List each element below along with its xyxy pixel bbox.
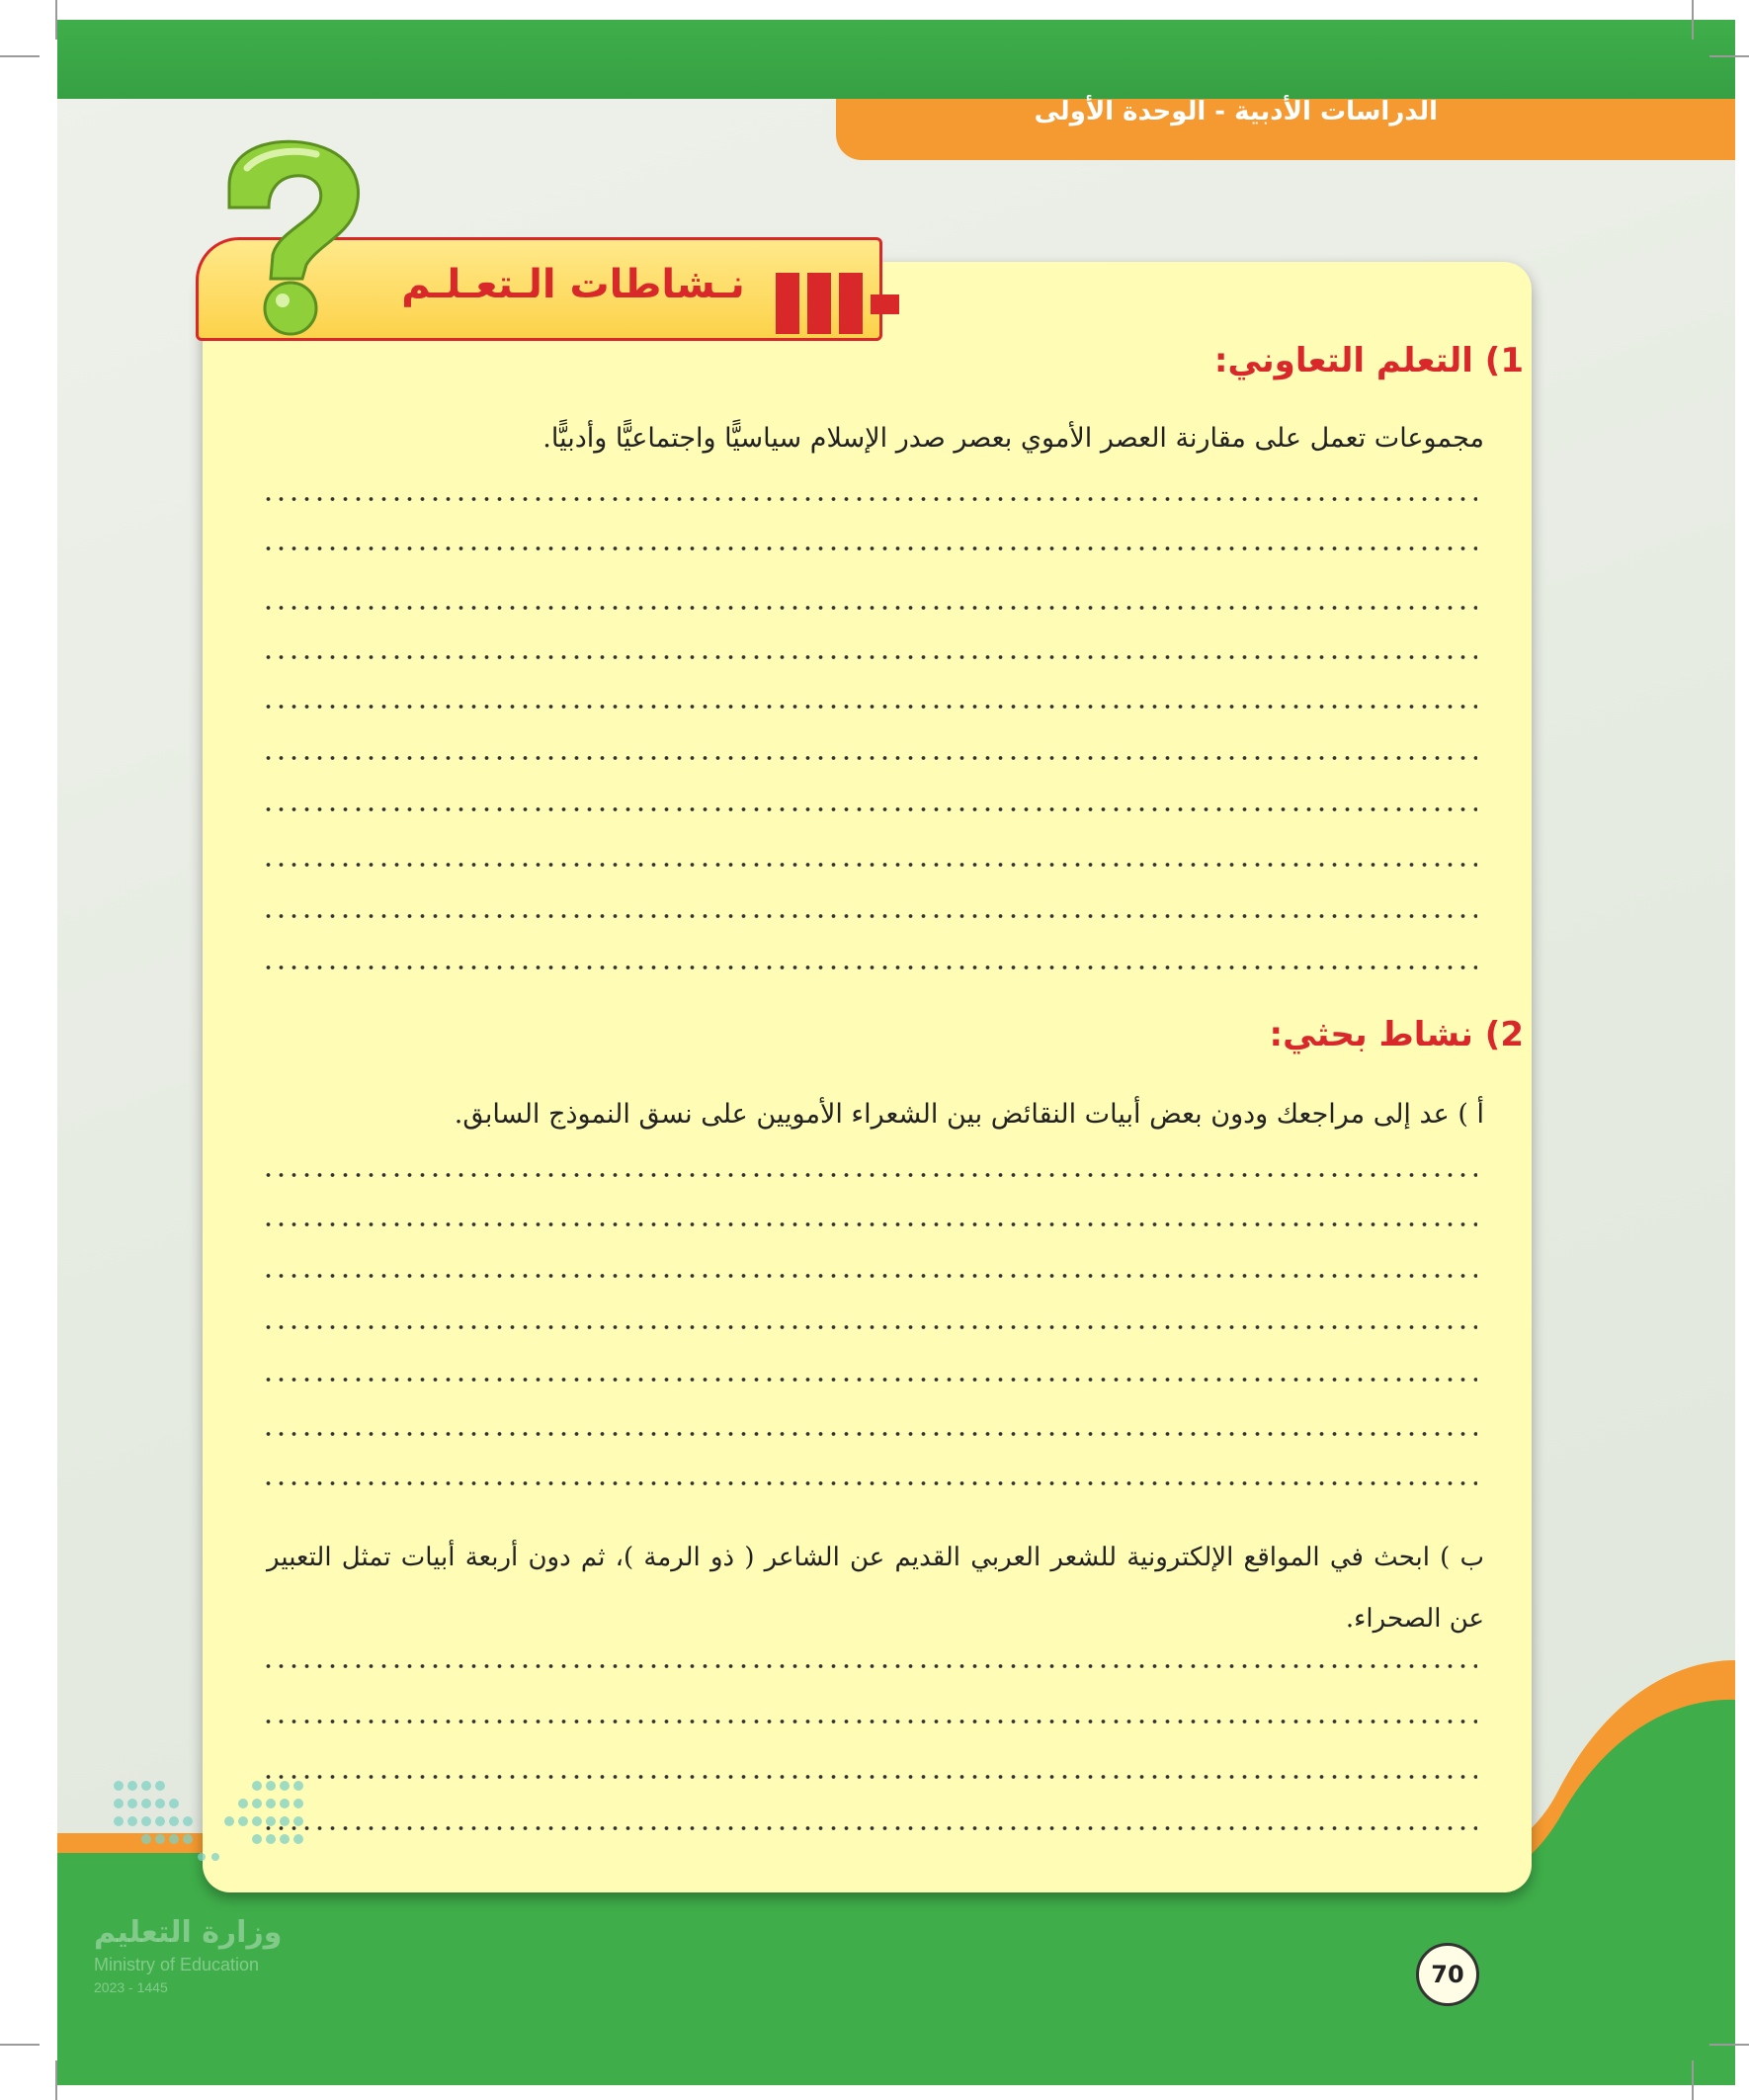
crop-mark [1692, 0, 1694, 40]
ministry-name-english: Ministry of Education [94, 1955, 260, 1974]
crop-mark [1692, 2060, 1694, 2100]
answer-line[interactable] [262, 966, 1477, 969]
answer-line[interactable] [262, 1173, 1477, 1177]
answer-line[interactable] [262, 1325, 1477, 1329]
crop-mark [0, 2044, 40, 2046]
answer-line[interactable] [262, 1720, 1477, 1723]
answer-line[interactable] [262, 1775, 1477, 1779]
answer-line[interactable] [262, 1664, 1477, 1668]
answer-line[interactable] [262, 1378, 1477, 1382]
answer-line[interactable] [262, 1826, 1477, 1830]
banner-title: نـشاطات الـتعـلـم [401, 262, 745, 307]
ministry-logo-icon [109, 1774, 316, 1897]
answer-line[interactable] [262, 1481, 1477, 1485]
answer-line[interactable] [262, 863, 1477, 867]
crop-mark [1709, 55, 1749, 57]
crop-mark [1709, 2044, 1749, 2046]
crop-mark [55, 2060, 57, 2100]
crop-mark [0, 55, 40, 57]
question-mark-icon [208, 138, 375, 341]
answer-line[interactable] [262, 705, 1477, 709]
answer-line[interactable] [262, 546, 1477, 550]
answer-line[interactable] [262, 606, 1477, 610]
answer-line[interactable] [262, 497, 1477, 501]
page-number: 70 [1416, 1943, 1479, 2006]
top-band [57, 20, 1735, 99]
answer-line[interactable] [262, 655, 1477, 659]
answer-line[interactable] [262, 807, 1477, 811]
ministry-name-arabic: وزارة التعليم [94, 1915, 283, 1950]
section-heading: 2) نشاط بحثي: [1269, 1015, 1524, 1054]
section2-item-b: ب ) ابحث في المواقع الإلكترونية للشعر العربي القديم عن الشاعر ( ذو الرمة )، ثم دون أربعة أبيات تمثل التعبير عن الصحراء. [267, 1543, 1484, 1634]
crop-mark [55, 0, 57, 40]
answer-line[interactable] [262, 756, 1477, 760]
header-breadcrumb: الدراسات الأدبية - الوحدة الأولى [1034, 97, 1438, 126]
answer-line[interactable] [262, 914, 1477, 918]
bars-icon [776, 265, 899, 336]
answer-line[interactable] [262, 1274, 1477, 1278]
section2-item-a: أ ) عد إلى مراجعك ودون بعض أبيات النقائض بين الشعراء الأمويين على نسق النموذج السابق. [454, 1099, 1484, 1130]
section1-prompt: مجموعات تعمل على مقارنة العصر الأموي بعصر صدر الإسلام سياسيًّا واجتماعيًّا وأدبيًّا. [542, 423, 1484, 454]
ministry-year: 2023 - 1445 [94, 1979, 168, 1995]
answer-line[interactable] [262, 1432, 1477, 1436]
section-heading: 1) التعلم التعاوني: [1213, 341, 1524, 380]
answer-line[interactable] [262, 1222, 1477, 1226]
